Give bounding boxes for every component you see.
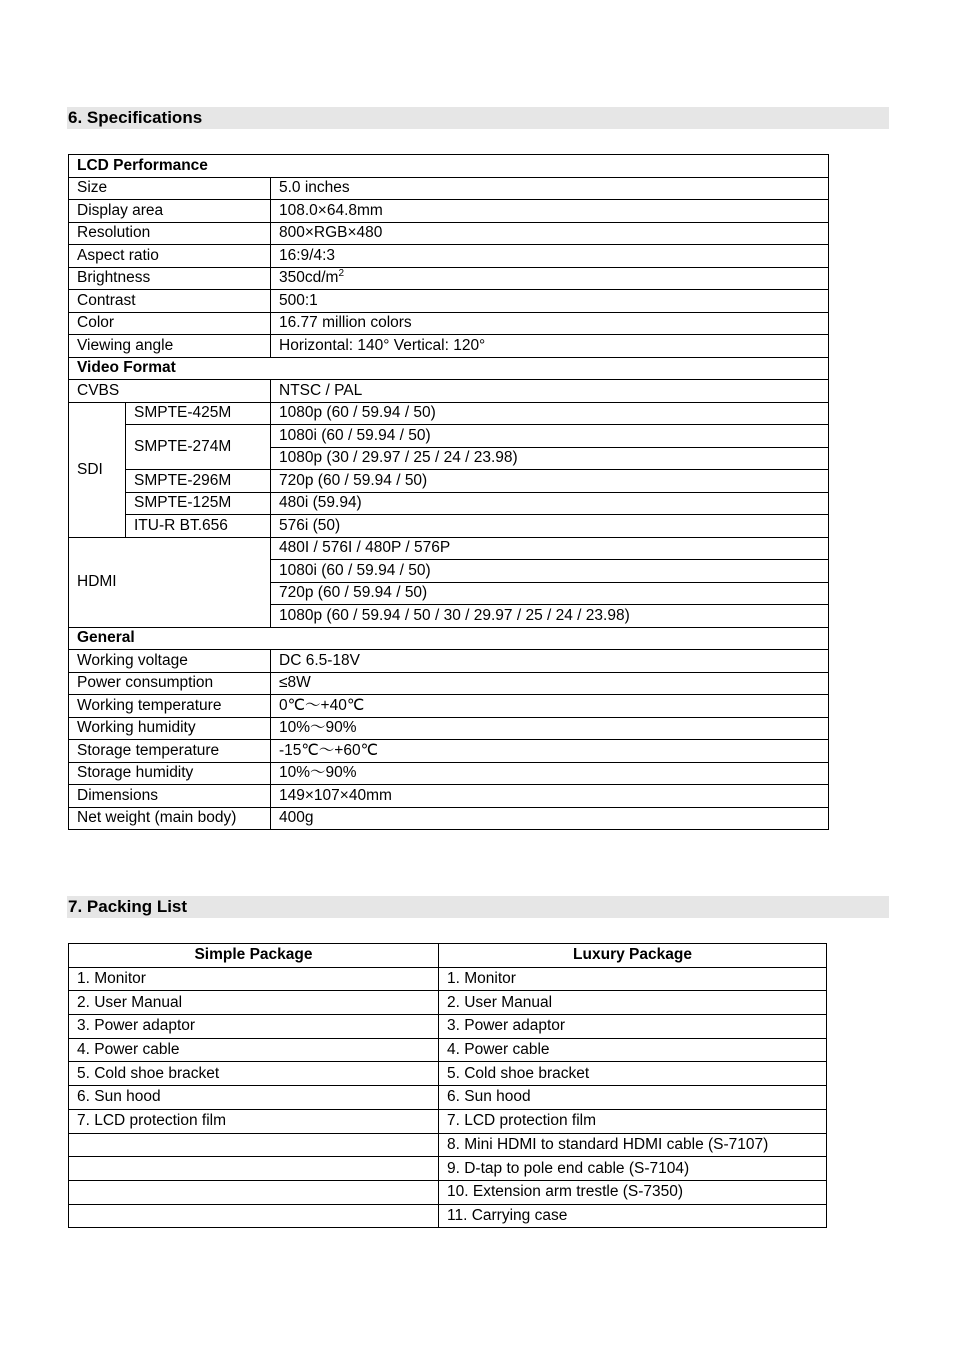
spec-value: 1080p (30 / 29.97 / 25 / 24 / 23.98) (271, 447, 829, 470)
spec-value: 720p (60 / 59.94 / 50) (271, 470, 829, 493)
spec-value: ≤8W (271, 672, 829, 695)
spec-label: Viewing angle (69, 335, 271, 358)
table-row (69, 200, 829, 223)
spec-value: 10%～90% (271, 717, 829, 740)
spec-value: 1080p (60 / 59.94 / 50 / 30 / 29.97 / 25 / 24 / 23.98) (271, 605, 829, 628)
table-row (69, 1086, 827, 1110)
spec-value: -15℃～+60℃ (271, 740, 829, 763)
luxury-package-item: 1. Monitor (439, 967, 827, 991)
spec-label: Net weight (main body) (69, 807, 271, 830)
packing-list-heading: 7. Packing List (67, 896, 889, 918)
simple-package-item (69, 1133, 439, 1157)
table-row (69, 672, 829, 695)
table-row (69, 1180, 827, 1204)
luxury-package-item: 4. Power cable (439, 1038, 827, 1062)
table-row (69, 290, 829, 313)
table-row (69, 807, 829, 830)
table-row (69, 1157, 827, 1181)
luxury-package-item: 5. Cold shoe bracket (439, 1062, 827, 1086)
simple-package-item: 7. LCD protection film (69, 1109, 439, 1133)
table-row (69, 335, 829, 358)
spec-value: Horizontal: 140° Vertical: 120° (271, 335, 829, 358)
spec-value: 108.0×64.8mm (271, 200, 829, 223)
spec-label: Resolution (69, 222, 271, 245)
simple-package-item (69, 1157, 439, 1181)
table-row (69, 155, 829, 178)
table-row (69, 650, 829, 673)
luxury-package-item: 7. LCD protection film (439, 1109, 827, 1133)
table-row (69, 740, 829, 763)
spec-label: Power consumption (69, 672, 271, 695)
simple-package-item: 6. Sun hood (69, 1086, 439, 1110)
simple-package-item: 5. Cold shoe bracket (69, 1062, 439, 1086)
spec-label: Display area (69, 200, 271, 223)
simple-package-item (69, 1204, 439, 1228)
luxury-package-item: 3. Power adaptor (439, 1015, 827, 1039)
table-row (69, 312, 829, 335)
table-row (69, 1038, 827, 1062)
sdi-standard: SMPTE-125M (126, 492, 271, 515)
spec-label: Dimensions (69, 785, 271, 808)
table-row (69, 1133, 827, 1157)
simple-package-item: 2. User Manual (69, 991, 439, 1015)
specifications-table (68, 154, 829, 830)
table-row (69, 267, 829, 290)
general-header: General (69, 627, 829, 650)
hdmi-label: HDMI (69, 537, 271, 627)
simple-package-item: 3. Power adaptor (69, 1015, 439, 1039)
luxury-package-item: 11. Carrying case (439, 1204, 827, 1228)
luxury-package-item: 10. Extension arm trestle (S-7350) (439, 1180, 827, 1204)
spec-value: 720p (60 / 59.94 / 50) (271, 582, 829, 605)
spec-value: 480I / 576I / 480P / 576P (271, 537, 829, 560)
table-row (69, 245, 829, 268)
table-row (69, 967, 827, 991)
spec-value: 0℃～+40℃ (271, 695, 829, 718)
spec-label: Aspect ratio (69, 245, 271, 268)
sdi-standard: SMPTE-274M (126, 425, 271, 470)
spec-value: 10%～90% (271, 762, 829, 785)
simple-package-item: 1. Monitor (69, 967, 439, 991)
table-row (69, 515, 829, 538)
table-row (69, 222, 829, 245)
table-row (69, 177, 829, 200)
luxury-package-item: 8. Mini HDMI to standard HDMI cable (S-7107) (439, 1133, 827, 1157)
luxury-package-item: 9. D-tap to pole end cable (S-7104) (439, 1157, 827, 1181)
spec-value: 1080i (60 / 59.94 / 50) (271, 560, 829, 583)
simple-package-header: Simple Package (69, 944, 439, 968)
spec-value: NTSC / PAL (271, 380, 829, 403)
spec-value: 400g (271, 807, 829, 830)
spec-value: 576i (50) (271, 515, 829, 538)
table-row (69, 1109, 827, 1133)
table-row (69, 470, 829, 493)
table-row (69, 762, 829, 785)
table-row (69, 425, 829, 448)
spec-value: 16.77 million colors (271, 312, 829, 335)
spec-value: 500:1 (271, 290, 829, 313)
spec-label: CVBS (69, 380, 271, 403)
lcd-performance-header: LCD Performance (69, 155, 829, 178)
sdi-label: SDI (69, 402, 126, 537)
spec-value: 800×RGB×480 (271, 222, 829, 245)
table-row (69, 1015, 827, 1039)
packing-list-table (68, 943, 827, 1228)
video-format-header: Video Format (69, 357, 829, 380)
spec-label: Size (69, 177, 271, 200)
spec-value (271, 267, 829, 290)
table-row (69, 717, 829, 740)
table-header-row (69, 944, 827, 968)
spec-label: Working voltage (69, 650, 271, 673)
spec-label: Storage temperature (69, 740, 271, 763)
spec-value: 1080i (60 / 59.94 / 50) (271, 425, 829, 448)
spec-value: 5.0 inches (271, 177, 829, 200)
table-row (69, 357, 829, 380)
table-row (69, 695, 829, 718)
brightness-value: 350cd/m (279, 269, 339, 287)
brightness-superscript: 2 (338, 268, 345, 280)
sdi-standard: ITU-R BT.656 (126, 515, 271, 538)
spec-label: Brightness (69, 267, 271, 290)
spec-value: 1080p (60 / 59.94 / 50) (271, 402, 829, 425)
table-row (69, 537, 829, 560)
sdi-standard: SMPTE-425M (126, 402, 271, 425)
table-row (69, 380, 829, 403)
table-row (69, 1204, 827, 1228)
spec-label: Contrast (69, 290, 271, 313)
luxury-package-header: Luxury Package (439, 944, 827, 968)
specifications-heading: 6. Specifications (67, 107, 889, 129)
spec-value: 149×107×40mm (271, 785, 829, 808)
table-row (69, 991, 827, 1015)
spec-value: DC 6.5-18V (271, 650, 829, 673)
luxury-package-item: 6. Sun hood (439, 1086, 827, 1110)
spec-label: Working humidity (69, 717, 271, 740)
spec-label: Working temperature (69, 695, 271, 718)
table-row (69, 627, 829, 650)
simple-package-item (69, 1180, 439, 1204)
sdi-standard: SMPTE-296M (126, 470, 271, 493)
spec-value: 480i (59.94) (271, 492, 829, 515)
table-row (69, 402, 829, 425)
spec-label: Color (69, 312, 271, 335)
table-row (69, 492, 829, 515)
table-row (69, 1062, 827, 1086)
luxury-package-item: 2. User Manual (439, 991, 827, 1015)
simple-package-item: 4. Power cable (69, 1038, 439, 1062)
table-row (69, 785, 829, 808)
spec-label: Storage humidity (69, 762, 271, 785)
spec-value: 16:9/4:3 (271, 245, 829, 268)
